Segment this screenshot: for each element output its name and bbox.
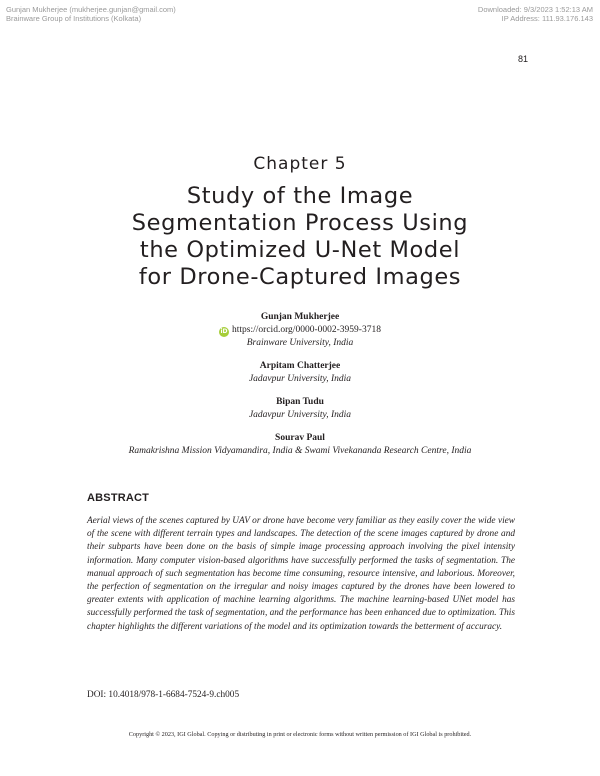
chapter-title: [0, 183, 600, 291]
title-line: Segmentation Process Using: [131, 210, 469, 236]
author-block: [0, 432, 600, 458]
author-orcid: [0, 324, 600, 337]
abstract-text: Aerial views of the scenes captured by UAV or drone have become very familiar as they easily cover the wide view of the scene with different terrain types and landscapes. The detection of the scene images captured by drone and their subparts have been done on the basis of simple image processing approach involving the pixel intensity information. Many computer vision-based algorithms have successfully performed the tasks of segmentation. The manual approach of such segmentation has become time consuming, resource intensive, and laborious. Moreover, the perfection of segmentation on the irregular and noisy images captured by the drones have been lowered to greater extents with application of machine learning algorithms. The machine learning-based UNet model has successfully performed the task of segmentation, and the performance has been enhanced due to optimization. This chapter highlights the different variations of the model and its optimization towards the betterment of accuracy.: [87, 516, 515, 632]
author-name: Gunjan Mukherjee: [260, 312, 340, 322]
download-info-user: [6, 5, 176, 23]
orcid-link[interactable]: https://orcid.org/0000-0002-3959-3718: [232, 325, 381, 335]
author-block: [0, 360, 600, 386]
title-line: the Optimized U-Net Model: [139, 237, 461, 263]
author-block: [0, 396, 600, 422]
author-affiliation: Brainware University, India: [246, 338, 354, 348]
author-affiliation: Ramakrishna Mission Vidyamandira, India & Swami Vivekananda Research Centre, India: [128, 446, 472, 456]
author-affiliation: Jadavpur University, India: [248, 410, 352, 420]
orcid-icon: iD: [220, 328, 228, 335]
copyright-notice: Copyright © 2023, IGI Global. Copying or distributing in print or electronic forms without written permission of IGI Global is prohibited.: [128, 731, 472, 738]
download-date-line: Downloaded: 9/3/2023 1:52:13 AM: [477, 5, 593, 14]
author-name: Sourav Paul: [275, 433, 325, 443]
author-block: [0, 311, 600, 350]
download-user-line: Gunjan Mukherjee (mukherjee.gunjan@gmail.com): [6, 5, 176, 14]
download-institution-line: Brainware Group of Institutions (Kolkata): [6, 14, 142, 23]
author-name: Arpitam Chatterjee: [259, 361, 341, 371]
download-ip-line: IP Address: 111.93.176.143: [501, 14, 593, 23]
author-affiliation: Jadavpur University, India: [248, 374, 352, 384]
author-list: [0, 311, 600, 468]
doi-line: DOI: 10.4018/978-1-6684-7524-9.ch005: [87, 690, 240, 700]
title-line: Study of the Image: [186, 183, 414, 209]
author-name: Bipan Tudu: [276, 397, 324, 407]
download-info-meta: [478, 5, 593, 23]
chapter-label: Chapter 5: [253, 154, 347, 174]
page-number: 81: [517, 54, 528, 64]
abstract-heading: ABSTRACT: [87, 492, 150, 504]
title-line: for Drone-Captured Images: [138, 264, 462, 290]
